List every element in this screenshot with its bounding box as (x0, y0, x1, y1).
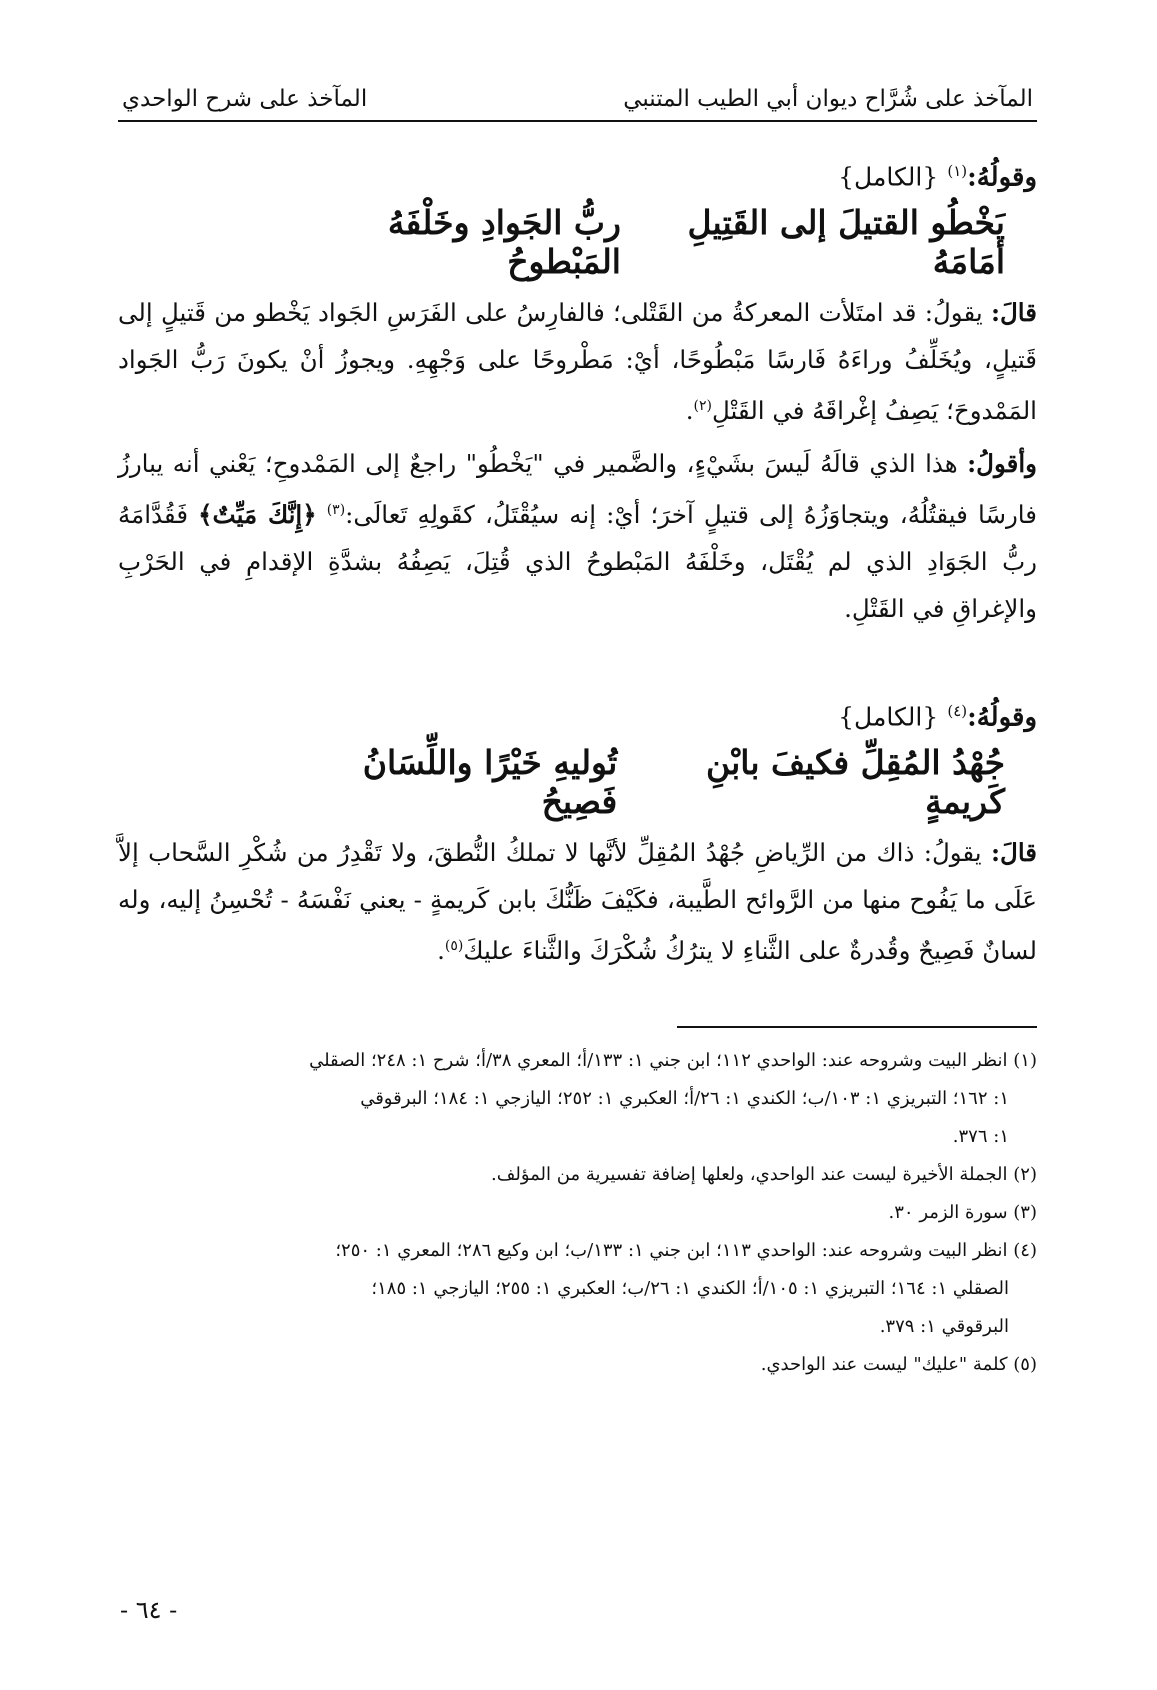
page-number: - ٦٤ - (120, 1596, 178, 1624)
footnotes (118, 1042, 1037, 1384)
footnote-1-continued: ١: ٣٧٦. (952, 1125, 1009, 1147)
running-header (118, 86, 1037, 122)
meter-label: {الكامل} (838, 702, 939, 732)
verse-first-hemistich: يَخْطُو القتيلَ إلى القَتِيلِ أمَامَهُ (687, 202, 1005, 281)
paragraph-text: يقولُ: ذاك من الرِّياضِ جُهْدُ المُقِلِّ لأنَّها لا تملكُ النُّطقَ، ولا تَقْدِرُ من شُكْرِ السَّحاب إلاَّ عَلَى ما يَفُوح منها من الرَّوائح الطَّيبة، فكَيْفَ ظَنُّكَ بابن كَريمةٍ - يعني نَفْسَهُ - تُحْسِنُ إليه، وله لسانٌ فَصِيحٌ وقُدرةٌ على الثَّناءِ لا يترُكُ شُكْرَكَ والثَّناءَ عليكَ (118, 837, 1037, 965)
footnote-number: (٥) (1013, 1353, 1037, 1375)
footnote-1-continued: ١: ١٦٢؛ التبريزي ١: ١٠٣/ب؛ الكندي ١: ٢٦/أ؛ العكبري ١: ٢٥٢؛ اليازجي ١: ١٨٤؛ البرقوقي (360, 1087, 1009, 1109)
footnote-3 (118, 1194, 1037, 1232)
commentary-paragraph (118, 829, 1037, 974)
paragraph-tail: . (437, 935, 445, 965)
verse-intro-label: وقولُهُ: (967, 162, 1037, 193)
paragraph-text-continued: فَقُدَّامَهُ ربُّ الجَوَادِ الذي لم يُقْتَل، وخَلْفَهُ المَبْطوحُ الذي قُتِلَ، يَصِفُهُ بشدَّةِ الإقدامِ في الحَرْبِ والإغراقِ في القَتْلِ. (118, 499, 1037, 623)
footnote-text: الجملة الأخيرة ليست عند الواحدي، ولعلها إضافة تفسيرية من المؤلف. (491, 1163, 1008, 1185)
footnote-5 (118, 1346, 1037, 1384)
footnote-separator (677, 1026, 1037, 1028)
verse-first-hemistich: جُهْدُ المُقِلِّ فكيفَ بابْنِ كَريمةٍ (705, 742, 1005, 821)
footnote-ref: (٢) (693, 397, 712, 414)
header-book-title: المآخذ على شُرَّاح ديوان أبي الطيب المتنبي (623, 86, 1033, 112)
quran-quote: ﴿إِنَّكَ مَيِّتٌ﴾ (198, 499, 317, 529)
entry-1 (118, 162, 1037, 632)
paragraph-tail: . (685, 395, 694, 425)
verse-second-hemistich: تُوليهِ خَيْرًا واللِّسَانُ فَصِيحُ (362, 742, 618, 821)
footnote-1 (118, 1042, 1037, 1080)
paragraph-lead: وأقولُ: (967, 448, 1037, 478)
paragraph-lead: قالَ: (990, 837, 1037, 867)
footnote-ref: (٣) (326, 501, 346, 518)
footnote-text: سورة الزمر ٣٠. (888, 1201, 1008, 1223)
verse-intro-label: وقولُهُ: (967, 702, 1037, 733)
footnote-4-continued: البرقوقي ١: ٣٧٩. (879, 1315, 1009, 1337)
footnote-2 (118, 1156, 1037, 1194)
paragraph-text: هذا الذي قالَهُ لَيسَ بشَيْءٍ، والضَّمير في "يَخْطُو" راجعٌ إلى المَمْدوحِ؛ يَعْني أنه يبارزُ فارسًا فيقتُلُهُ، ويتجاوَزُهُ إلى قتيلٍ آخرَ؛ أيْ: إنه سيُقْتَلُ، كقَولِهِ تَعالَى: (118, 448, 1037, 529)
commentary-paragraph (118, 289, 1037, 434)
footnote-4 (118, 1232, 1037, 1270)
footnote-ref: (٥) (444, 937, 464, 954)
footnote-text: انظر البيت وشروحه عند: الواحدي ١١٣؛ ابن جني ١: ١٣٣/ب؛ ابن وكيع ٢٨٦؛ المعري ١: ٢٥٠؛ (335, 1239, 1008, 1261)
paragraph-text: يقولُ: قد امتَلأت المعركةُ من القَتْلى؛ فالفارِسُ على الفَرَسِ الجَواد يَخْطو من قَتيلٍ إلى قَتيلٍ، ويُخَلِّفُ وراءَهُ فَارسًا مَبْطُوحًا، أيْ: مَطْروحًا على وَجْهِهِ. ويجوزُ أنْ يكونَ رَبُّ الجَواد المَمْدوحَ؛ يَصِفُ إغْراقَهُ في القَتْلِ (118, 297, 1037, 425)
commentary-paragraph (118, 440, 1037, 632)
meter-label: {الكامل} (838, 162, 939, 192)
verse-second-hemistich: ربُّ الجَوادِ وخَلْفَهُ المَبْطوحُ (387, 202, 621, 281)
verse-intro (118, 162, 1037, 193)
paragraph-lead: قالَ: (990, 297, 1037, 327)
footnote-text: كلمة "عليك" ليست عند الواحدي. (760, 1353, 1008, 1375)
entry-2 (118, 702, 1037, 974)
footnote-ref: (٤) (947, 701, 968, 720)
footnote-4-continued: الصقلي ١: ١٦٤؛ التبريزي ١: ١٠٥/أ؛ الكندي ١: ٢٦/ب؛ العكبري ١: ٢٥٥؛ اليازجي ١: ١٨٥؛ (371, 1277, 1009, 1299)
footnote-number: (١) (1013, 1049, 1037, 1071)
verse-intro (118, 702, 1037, 733)
poem-verse (118, 743, 1037, 821)
footnote-number: (٣) (1013, 1201, 1037, 1223)
footnote-number: (٢) (1013, 1163, 1037, 1185)
footnote-number: (٤) (1013, 1239, 1037, 1261)
footnote-text: انظر البيت وشروحه عند: الواحدي ١١٢؛ ابن جني ١: ١٣٣/أ؛ المعري ٣٨/أ؛ شرح ١: ٢٤٨؛ الصقلي (309, 1049, 1008, 1071)
header-chapter-title: المآخذ على شرح الواحدي (122, 86, 368, 112)
footnote-ref: (١) (947, 162, 968, 180)
poem-verse (118, 203, 1037, 281)
